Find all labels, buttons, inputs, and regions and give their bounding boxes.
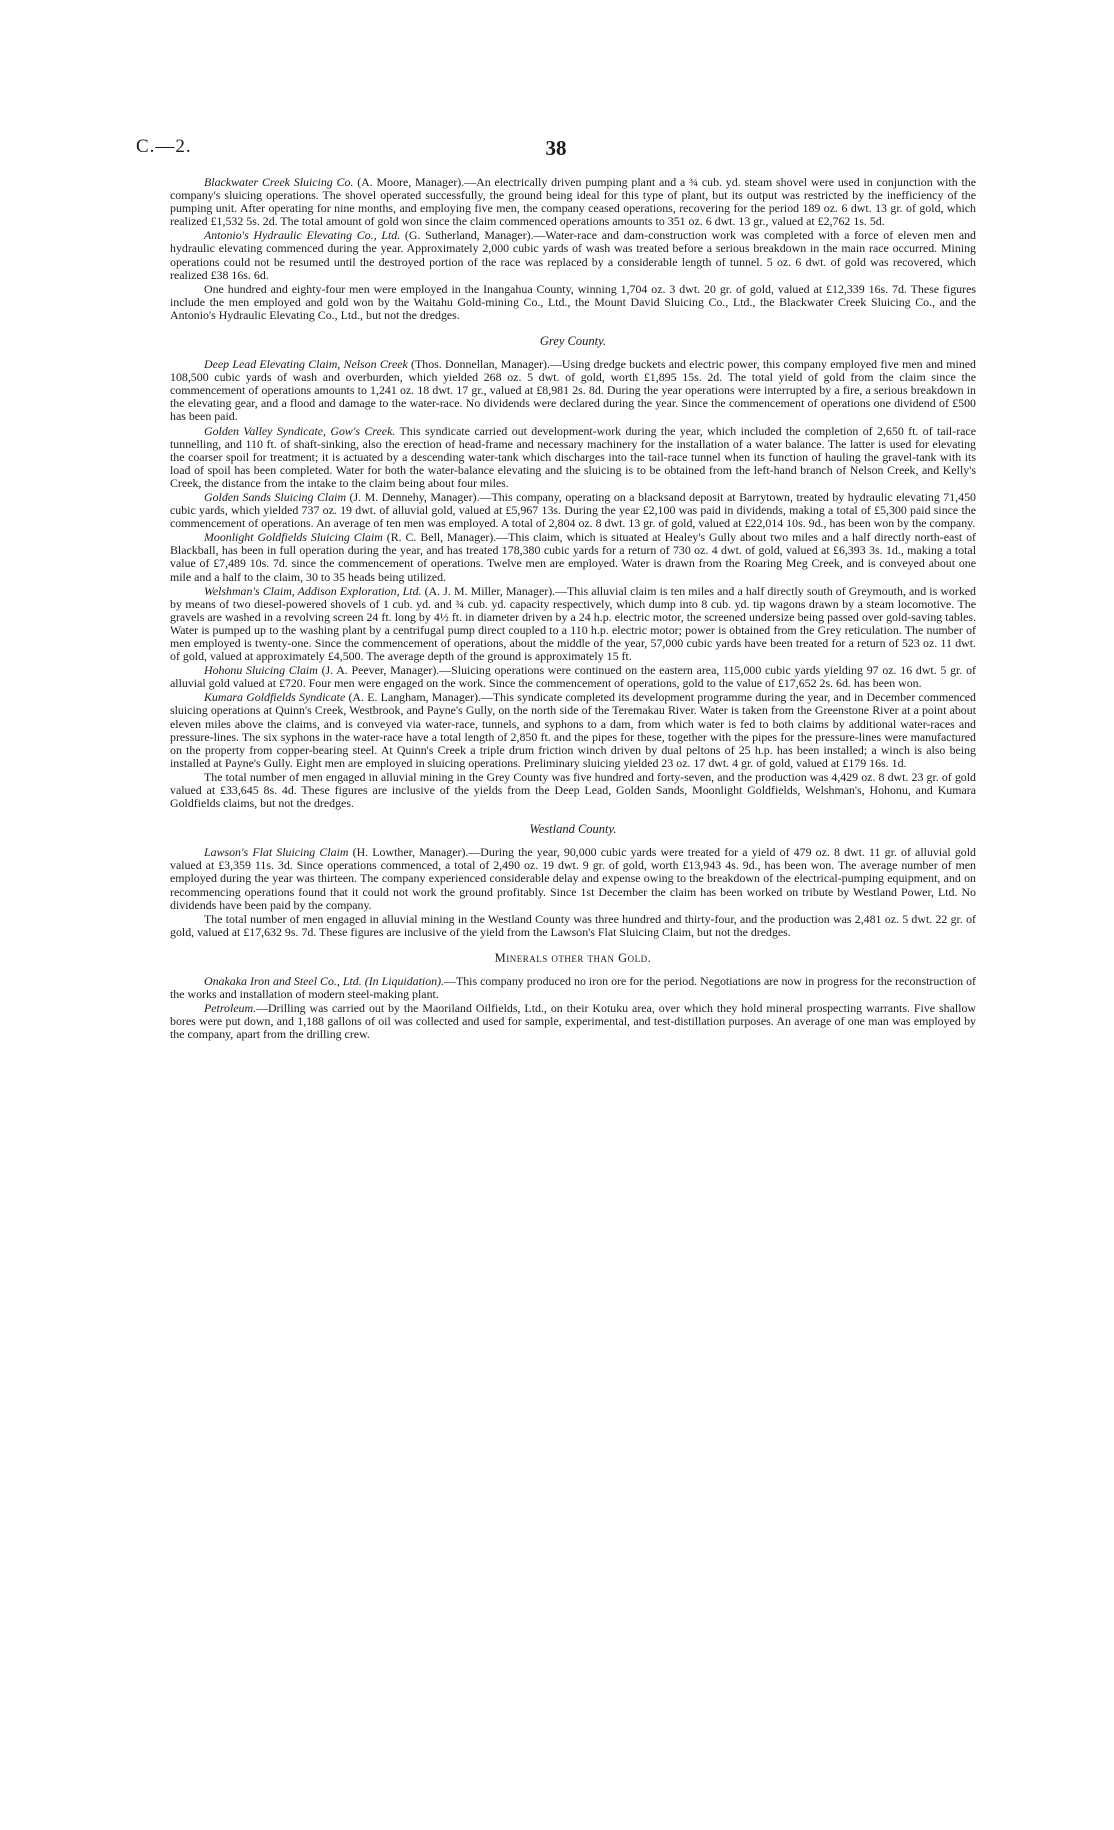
- paragraph-text: (A. Moore, Manager).—An electrically driven pumping plant and a ¾ cub. yd. steam shovel were used in conjunction with the company's sluicing operations. The shovel operated successfully, the ground being ideal for this type of plant, but its output was restricted by the inefficiency of the pumping unit. After operating for nine months, and employing five men, the company ceased operations, recovering for the period 189 oz. 6 dwt. 13 gr. of gold, which realized £1,532 5s. 2d. The total amount of gold won since the claim commenced operations amounts to 351 oz. 6 dwt. 13 gr., valued at £2,762 1s. 5d.: [170, 175, 976, 229]
- paragraph-lead: Moonlight Goldfields Sluicing Claim: [204, 530, 383, 545]
- section-heading: Westland County.: [529, 822, 617, 837]
- paragraph-text: (R. C. Bell, Manager).—This claim, which is situated at Healey's Gully about two miles and a half directly north-east of Blackball, has been in full operation during the year, and has treated 178,380 cubic yards for a return of 730 oz. 4 dwt. of gold, valued at £6,393 3s. 1d., making a total value of £7,489 10s. 7d. since the commencement of operations. Twelve men are employed. Water is drawn from the Roaring Meg Creek, and is conveyed about one mile and a half to the claim, 30 to 35 heads being utilized.: [170, 530, 976, 584]
- paragraph: [170, 358, 976, 423]
- paragraph-text: (H. Lowther, Manager).—During the year, 90,000 cubic yards were treated for a yield of 479 oz. 8 dwt. 11 gr. of alluvial gold valued at £3,359 11s. 3d. Since operations commenced, a total of 2,490 oz. 19 dwt. 9 gr. of gold, worth £13,943 4s. 9d., has been won. The average number of men employed during the year was thirteen. The company experienced considerable delay and expense owing to the breakdown of the electrical-pumping equipment, and on recommencing operations found that it could not work the ground profitably. Since 1st December the claim has been worked on tribute by Westland Power, Ltd. No dividends have been paid by the company.: [170, 845, 977, 912]
- paragraph-lead: Welshman's Claim, Addison Exploration, Ltd.: [204, 583, 422, 598]
- paragraph: [170, 425, 976, 490]
- paragraph: [170, 913, 976, 939]
- body-text: [170, 176, 976, 1042]
- page-number: 38: [545, 136, 567, 160]
- paragraph-text: (J. M. Dennehy, Manager).—This company, operating on a blacksand deposit at Barrytown, treated by hydraulic elevating 71,450 cubic yards, which yielded 737 oz. 19 dwt. of alluvial gold, valued at £5,967 13s. During the year £2,100 was paid in dividends, making a total of £5,300 paid since the commencement of operations. An average of ten men was employed. A total of 2,804 oz. 8 dwt. 13 gr. of gold, valued at £22,014 10s. 9d., has been won by the company.: [170, 489, 976, 531]
- paragraph: [170, 1002, 976, 1041]
- paragraph-text: (A. E. Langham, Manager).—This syndicate completed its development programme during the year, and in December commenced sluicing operations at Quinn's Creek, Westbrook, and Payne's Gully, on the north side of the Teremakau River. Water is taken from the Greenstone River at a point about eleven miles above the claims, and is conveyed via water-race, tunnels, and syphons to a dam, from which water is fed to both claims by additional water-races and pressure-lines. The six syphons in the water-race have a total length of 2,850 ft. and the pipes for these, together with the pipes for the pressure-lines were manufactured on the property from copper-bearing steel. At Quinn's Creek a triple drum friction winch driven by dual peltons of 25 h.p. has been installed; a winch is also being installed at Payne's Gully. Eight men are employed in sluicing operations. Preliminary sluicing yielded 23 oz. 17 dwt. 4 gr. of gold, valued at £179 16s. 1d.: [170, 690, 976, 770]
- paragraph-text: (Thos. Donnellan, Manager).—Using dredge buckets and electric power, this company employed five men and mined 108,500 cubic yards of wash and overburden, which yielded 268 oz. 5 dwt. of gold, worth £1,895 15s. 2d. The total yield of gold from the claim since the commencement of operations amounts to 1,241 oz. 18 dwt. 17 gr., valued at £8,981 2s. 8d. During the year operations were interrupted by a fire, a serious breakdown in the elevating gear, and a flood and damage to the water-race. No dividends were declared during the year. Since the commencement of operations one dividend of £500 has been paid.: [170, 357, 976, 424]
- paragraph-text: (A. J. M. Miller, Manager).—This alluvial claim is ten miles and a half directly south of Greymouth, and is worked by means of two diesel-powered shovels of 1 cub. yd. and ¾ cub. yd. capacity respectively, which dump into 8 cub. yd. tip wagons drawn by a steam locomotive. The gravels are washed in a revolving screen 24 ft. long by 4½ ft. in diameter driven by a 24 h.p. electric motor, the screened undersize being passed over gold-saving tables. Water is pumped up to the washing plant by a centrifugal pump direct coupled to a 110 h.p. electric motor; power is obtained from the Grey reticulation. The number of men employed is twenty-one. Since the commencement of operations, about the middle of the year, 57,000 cubic yards have been treated for a return of 523 oz. 11 dwt. of gold, valued at approximately £4,500. The average depth of the ground is approximately 15 ft.: [170, 583, 977, 664]
- paragraph-text: One hundred and eighty-four men were employed in the Inangahua County, winning 1,704 oz. 3 dwt. 20 gr. of gold, valued at £12,339 16s. 7d. These figures include the men employed and gold won by the Waitahu Gold-mining Co., Ltd., the Mount David Sluicing Co., Ltd., the Blackwater Creek Sluicing Co., and the Antonio's Hydraulic Elevating Co., Ltd., but not the dredges.: [170, 281, 976, 322]
- paragraph-lead: Golden Sands Sluicing Claim: [204, 489, 347, 504]
- paragraph: [170, 585, 976, 664]
- paragraph: [170, 771, 976, 810]
- paragraph: [170, 975, 976, 1001]
- section-heading: Minerals other than Gold.: [494, 950, 652, 965]
- section-heading: Grey County.: [539, 334, 607, 349]
- paragraph-lead: Antonio's Hydraulic Elevating Co., Ltd.: [204, 228, 401, 243]
- paragraph-text: The total number of men engaged in alluvial mining in the Westland County was three hundred and thirty-four, and the production was 2,481 oz. 5 dwt. 22 gr. of gold, valued at £17,632 9s. 7d. These figures are inclusive of the yield from the Lawson's Flat Sluicing Claim, but not the dredges.: [170, 911, 976, 939]
- paragraph-lead: Petroleum.: [204, 1001, 257, 1016]
- paragraph: [170, 664, 976, 690]
- paragraph-lead: Golden Valley Syndicate, Gow's Creek.: [204, 423, 396, 438]
- paragraph-text: This syndicate carried out development-work during the year, which included the completion of 2,650 ft. of tail-race tunnelling, and 110 ft. of shaft-sinking, also the erection of head-frame and necessary machinery for the installation of a water balance. The latter is used for elevating the coarser spoil for treatment; it is actuated by a descending water-tank which discharges into the tail-race tunnel when its function of hauling the gravel-tank with its load of spoil has been completed. Water for both the water-balance elevating and the sluicing is to be obtained from the left-hand branch of Nelson Creek, and Kelly's Creek, the distance from the intake to the claim being about four miles.: [170, 423, 976, 490]
- paragraph: [170, 229, 976, 281]
- paragraph-text: —This company produced no iron ore for the period. Negotiations are now in progress for the reconstruction of the works and installation of modern steel-making plant.: [170, 973, 976, 1001]
- paragraph-lead: Kumara Goldfields Syndicate: [204, 690, 346, 705]
- paragraph: [170, 691, 976, 770]
- page-header: [136, 136, 976, 160]
- paragraph-text: The total number of men engaged in alluvial mining in the Grey County was five hundred and forty-seven, and the production was 4,429 oz. 8 dwt. 23 gr. of gold valued at £33,645 8s. 4d. These figures are inclusive of the yields from the Deep Lead, Golden Sands, Moonlight Goldfields, Welshman's, Hohonu, and Kumara Goldfields claims, but not the dredges.: [170, 769, 976, 811]
- paragraph: [170, 491, 976, 530]
- paragraph: [170, 846, 976, 911]
- paragraph-lead: Blackwater Creek Sluicing Co.: [204, 175, 354, 189]
- paragraph-text: (J. A. Peever, Manager).—Sluicing operations were continued on the eastern area, 115,000 cubic yards yielding 97 oz. 16 dwt. 5 gr. of alluvial gold valued at £720. Four men were engaged on the work. Since the commencement of operations, gold to the value of £17,652 2s. 6d. has been won.: [170, 663, 976, 691]
- paragraph: [170, 283, 976, 322]
- paragraph-text: (G. Sutherland, Manager).—Water-race and dam-construction work was completed with a force of eleven men and hydraulic elevating commenced during the year. Approximately 2,000 cubic yards of wash was treated before a serious breakdown in the main race occurred. Mining operations could not be resumed until the destroyed portion of the race was replaced by a considerable length of tunnel. 5 oz. 6 dwt. of gold was recovered, which realized £38 16s. 6d.: [170, 228, 976, 282]
- paragraph-lead: Lawson's Flat Sluicing Claim: [204, 845, 349, 860]
- paragraph-lead: Hohonu Sluicing Claim: [204, 663, 318, 678]
- paragraph-lead: Deep Lead Elevating Claim, Nelson Creek: [204, 357, 408, 372]
- paragraph-text: —Drilling was carried out by the Maoriland Oilfields, Ltd., on their Kotuku area, over which they hold mineral prospecting warrants. Five shallow bores were put down, and 1,188 gallons of oil was collected and used for sample, experimental, and test-distillation purposes. An average of one man was employed by the company, apart from the drilling crew.: [170, 1001, 976, 1042]
- document-code: C.—2.: [136, 136, 192, 157]
- paragraph-lead: Onakaka Iron and Steel Co., Ltd. (In Liquidation).: [204, 973, 445, 988]
- paragraph: [170, 531, 976, 583]
- paragraph: [170, 176, 976, 228]
